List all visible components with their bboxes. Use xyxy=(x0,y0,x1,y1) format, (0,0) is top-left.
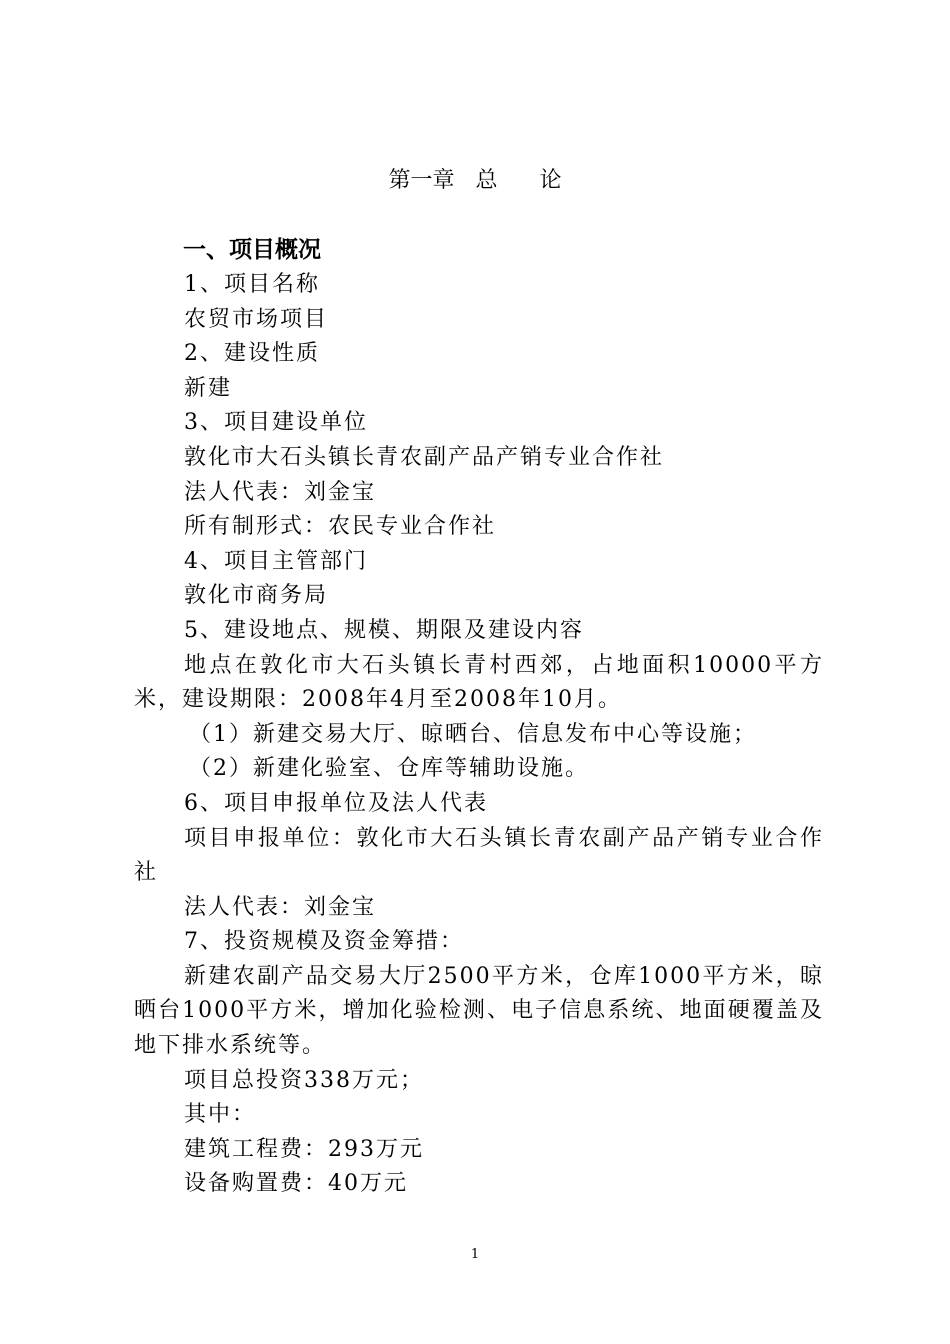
of-which: 其中： xyxy=(184,1102,257,1128)
investment-paragraph: 新建农副产品交易大厅2500平方米，仓库1000平方米，晾晒台1000平方米，增加化验检测、电子信息系统、地面硬覆盖及地下排水系统等。 xyxy=(134,963,824,1059)
chapter-title: 第一章 总 论 xyxy=(388,168,562,193)
equipment-cost: 设备购置费：40万元 xyxy=(184,1171,408,1197)
item-heading-construction-nature: 2、建设性质 xyxy=(184,341,320,367)
construction-unit: 敦化市大石头镇长青农副产品产销专业合作社 xyxy=(184,444,665,470)
applicant-legal-representative: 法人代表：刘金宝 xyxy=(184,894,377,920)
item-heading-applicant: 6、项目申报单位及法人代表 xyxy=(184,790,488,816)
project-name: 农贸市场项目 xyxy=(184,306,329,332)
content-item-2: （2）新建化验室、仓库等辅助设施。 xyxy=(189,756,589,782)
total-investment: 项目总投资338万元； xyxy=(184,1067,424,1093)
section-heading: 一、项目概况 xyxy=(183,236,321,263)
legal-representative: 法人代表：刘金宝 xyxy=(184,479,377,505)
page-number: 1 xyxy=(470,1247,480,1262)
ownership-form: 所有制形式：农民专业合作社 xyxy=(184,514,497,540)
item-heading-project-name: 1、项目名称 xyxy=(184,272,320,297)
construction-cost: 建筑工程费：293万元 xyxy=(184,1136,424,1162)
body-text xyxy=(134,268,824,1202)
item-heading-investment: 7、投资规模及资金筹措： xyxy=(184,929,464,955)
construction-nature: 新建 xyxy=(184,375,233,401)
content-item-1: （1）新建交易大厅、晾晒台、信息发布中心等设施； xyxy=(189,721,757,747)
applicant-unit: 项目申报单位：敦化市大石头镇长青农副产品产销专业合作社 xyxy=(134,825,824,886)
competent-department: 敦化市商务局 xyxy=(184,583,329,609)
item-heading-construction-unit: 3、项目建设单位 xyxy=(184,410,368,436)
location-paragraph: 地点在敦化市大石头镇长青村西郊，占地面积10000平方米，建设期限：2008年4月至2008年10月。 xyxy=(134,652,824,713)
item-heading-location-scale: 5、建设地点、规模、期限及建设内容 xyxy=(184,617,584,643)
item-heading-competent-department: 4、项目主管部门 xyxy=(184,548,368,574)
